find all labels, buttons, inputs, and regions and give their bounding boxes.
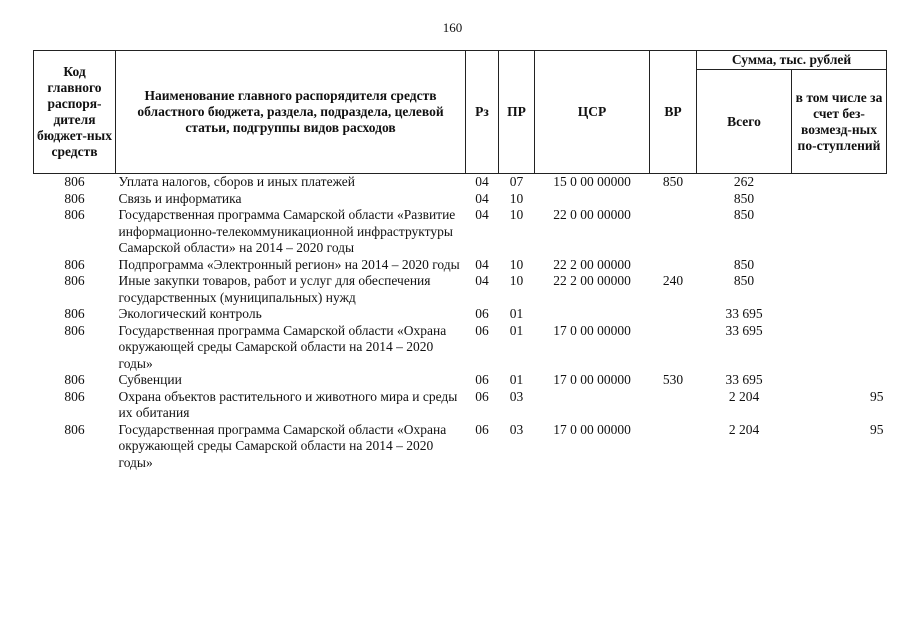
cell-name: Экологический контроль [118, 306, 262, 321]
cell-csr: 15 0 00 00000 [553, 174, 631, 189]
cell-free [792, 273, 887, 306]
cell-code: 806 [64, 421, 85, 437]
cell-code: 806 [64, 372, 85, 387]
header-vr: ВР [650, 51, 697, 174]
table-row [34, 323, 887, 373]
cell-free [792, 257, 887, 274]
cell-name: Подпрограмма «Электронный регион» на 2014 – 2020 годы [118, 256, 460, 272]
cell-vr [650, 422, 697, 472]
cell-pr: 10 [509, 273, 524, 288]
cell-vr [650, 191, 697, 208]
cell-free [792, 207, 887, 257]
cell-vr [650, 306, 697, 323]
cell-free: 95 [870, 388, 884, 404]
cell-rz: 06 [475, 306, 489, 321]
cell-total: 262 [733, 174, 755, 189]
cell-free [792, 191, 887, 208]
page-number: 160 [442, 20, 463, 35]
cell-vr [650, 389, 697, 422]
cell-name: Иные закупки товаров, работ и услуг для обеспечения государственных (муниципальных) нужд [118, 273, 431, 305]
cell-vr: 240 [662, 273, 684, 288]
cell-csr [535, 306, 650, 323]
cell-name: Государственная программа Самарской области «Развитие информационно-телекоммуникационной инфраструктуры Самарской области» на 2014 – 2020 годы [118, 207, 456, 255]
cell-total: 33 695 [725, 372, 763, 387]
cell-rz: 04 [475, 273, 489, 288]
cell-csr: 22 2 00 00000 [553, 273, 631, 288]
cell-code: 806 [64, 322, 85, 338]
table-row [34, 191, 887, 208]
cell-name: Охрана объектов растительного и животного мира и среды их обитания [118, 388, 458, 420]
cell-rz: 04 [475, 256, 489, 272]
cell-csr: 17 0 00 00000 [553, 372, 631, 387]
cell-csr [535, 389, 650, 422]
cell-total: 850 [733, 190, 755, 206]
cell-total: 33 695 [725, 306, 763, 321]
budget-table [33, 50, 887, 471]
header-rz: Рз [466, 51, 499, 174]
cell-vr: 850 [662, 174, 684, 189]
cell-free [792, 323, 887, 373]
cell-free [792, 306, 887, 323]
cell-vr [650, 207, 697, 257]
header-free: в том числе за счет без-возмезд-ных по-ступлений [792, 70, 887, 174]
cell-total: 2 204 [728, 421, 760, 437]
cell-name: Связь и информатика [118, 190, 242, 206]
cell-rz: 06 [475, 322, 489, 338]
cell-total: 850 [733, 256, 755, 272]
cell-code: 806 [64, 207, 85, 222]
cell-vr [650, 323, 697, 373]
cell-pr: 01 [509, 322, 524, 338]
cell-pr: 10 [509, 190, 524, 206]
header-sum: Сумма, тыс. рублей [697, 51, 887, 70]
header-total: Всего [697, 70, 792, 174]
cell-free [792, 372, 887, 389]
cell-code: 806 [64, 190, 85, 206]
cell-total: 33 695 [725, 322, 763, 338]
cell-rz: 06 [475, 388, 489, 404]
cell-name: Субвенции [118, 372, 182, 387]
cell-pr: 10 [509, 207, 524, 222]
cell-code: 806 [64, 306, 85, 321]
table-row [34, 257, 887, 274]
cell-pr: 03 [509, 421, 524, 437]
header-name: Наименование главного распорядителя средств областного бюджета, раздела, подраздела, целевой статьи, подгруппы видов расходов [116, 51, 466, 174]
cell-name: Государственная программа Самарской области «Охрана окружающей среды Самарской области на 2014 – 2020 годы» [118, 322, 447, 371]
header-csr: ЦСР [535, 51, 650, 174]
cell-vr: 530 [662, 372, 684, 387]
cell-rz: 06 [475, 421, 489, 437]
header-pr: ПР [499, 51, 535, 174]
cell-name: Уплата налогов, сборов и иных платежей [118, 174, 355, 189]
cell-rz: 04 [475, 190, 489, 206]
cell-rz: 06 [475, 372, 489, 387]
cell-rz: 04 [475, 207, 489, 222]
cell-csr: 17 0 00 00000 [553, 421, 631, 437]
cell-csr: 22 2 00 00000 [553, 256, 631, 272]
table-row [34, 389, 887, 422]
cell-code: 806 [64, 256, 85, 272]
cell-csr: 17 0 00 00000 [553, 322, 631, 338]
cell-total: 850 [733, 273, 755, 288]
cell-total: 2 204 [728, 388, 760, 404]
cell-free [792, 174, 887, 191]
cell-rz: 04 [475, 174, 489, 189]
table-row [34, 422, 887, 472]
cell-total: 850 [733, 207, 755, 222]
cell-name: Государственная программа Самарской области «Охрана окружающей среды Самарской области на 2014 – 2020 годы» [118, 421, 447, 470]
cell-code: 806 [64, 174, 85, 189]
cell-pr: 01 [509, 306, 524, 321]
cell-csr [535, 191, 650, 208]
cell-vr [650, 257, 697, 274]
table-row [34, 207, 887, 257]
cell-pr: 10 [509, 256, 524, 272]
cell-csr: 22 0 00 00000 [553, 207, 631, 222]
cell-pr: 03 [509, 388, 524, 404]
cell-pr: 01 [509, 372, 524, 387]
table-row [34, 273, 887, 306]
table-row [34, 174, 887, 191]
table-row [34, 372, 887, 389]
cell-free: 95 [870, 421, 884, 437]
header-code: Код главного распоря-дителя бюджет-ных средств [34, 51, 116, 174]
table-row [34, 306, 887, 323]
cell-code: 806 [64, 273, 85, 288]
cell-code: 806 [64, 388, 85, 404]
cell-pr: 07 [509, 174, 524, 189]
